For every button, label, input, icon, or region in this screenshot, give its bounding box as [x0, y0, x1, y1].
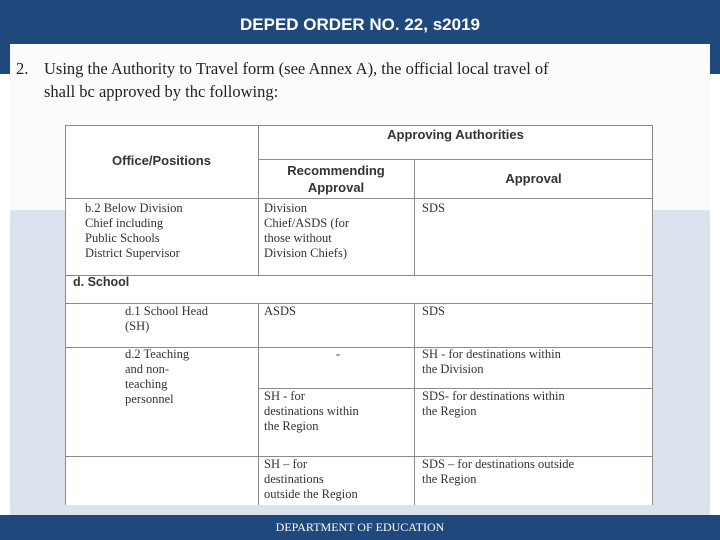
intro-line-2: shall bc approved by thc following:: [44, 82, 279, 101]
row-b2-office: b.2 Below Division Chief including Public Schools District Supervisor: [85, 201, 183, 260]
slide-title: DEPED ORDER NO. 22, s2019: [240, 15, 480, 34]
col-divider-1a: [258, 125, 259, 275]
table-border-left: [65, 125, 66, 505]
item-number: 2.: [16, 59, 29, 78]
intro-line-1: Using the Authority to Travel form (see Annex A), the official local travel of: [44, 59, 549, 78]
table-border-top: [65, 125, 653, 126]
header-bottom: [65, 198, 653, 199]
header-approving-authorities: Approving Authorities: [387, 127, 524, 142]
footer-bar: [0, 515, 720, 540]
approving-authorities-table: [65, 125, 653, 505]
header-recommending-approval: Recommending Approval: [287, 163, 385, 195]
row-outside-recommending: SH – for destinations outside the Region: [264, 457, 358, 501]
row-b2-recommending: Division Chief/ASDS (for those without Division Chiefs): [264, 201, 350, 260]
row-d2-approval: SH - for destinations within the Division: [422, 347, 561, 376]
row-d2-office: d.2 Teaching and non- teaching personnel: [125, 347, 190, 406]
row-d1-approval: SDS: [422, 304, 445, 318]
row-b2-approval: SDS: [422, 201, 445, 215]
section-school: d. School: [73, 275, 130, 289]
row-d1-recommending: ASDS: [264, 304, 296, 318]
footer-text: DEPARTMENT OF EDUCATION: [275, 520, 445, 534]
header-divider: [258, 159, 653, 160]
header-office-positions: Office/Positions: [112, 153, 211, 168]
row-d2-recommending: -: [335, 347, 341, 361]
row-region-recommending: SH - for destinations within the Region: [264, 389, 359, 433]
header-approval: Approval: [505, 171, 562, 186]
row-d1-office: d.1 School Head (SH): [125, 304, 208, 333]
row-outside-approval: SDS – for destinations outside the Region: [422, 457, 575, 486]
row-region-approval: SDS- for destinations within the Region: [422, 389, 565, 418]
col-divider-2b: [414, 303, 415, 505]
col-divider-1b: [258, 303, 259, 505]
